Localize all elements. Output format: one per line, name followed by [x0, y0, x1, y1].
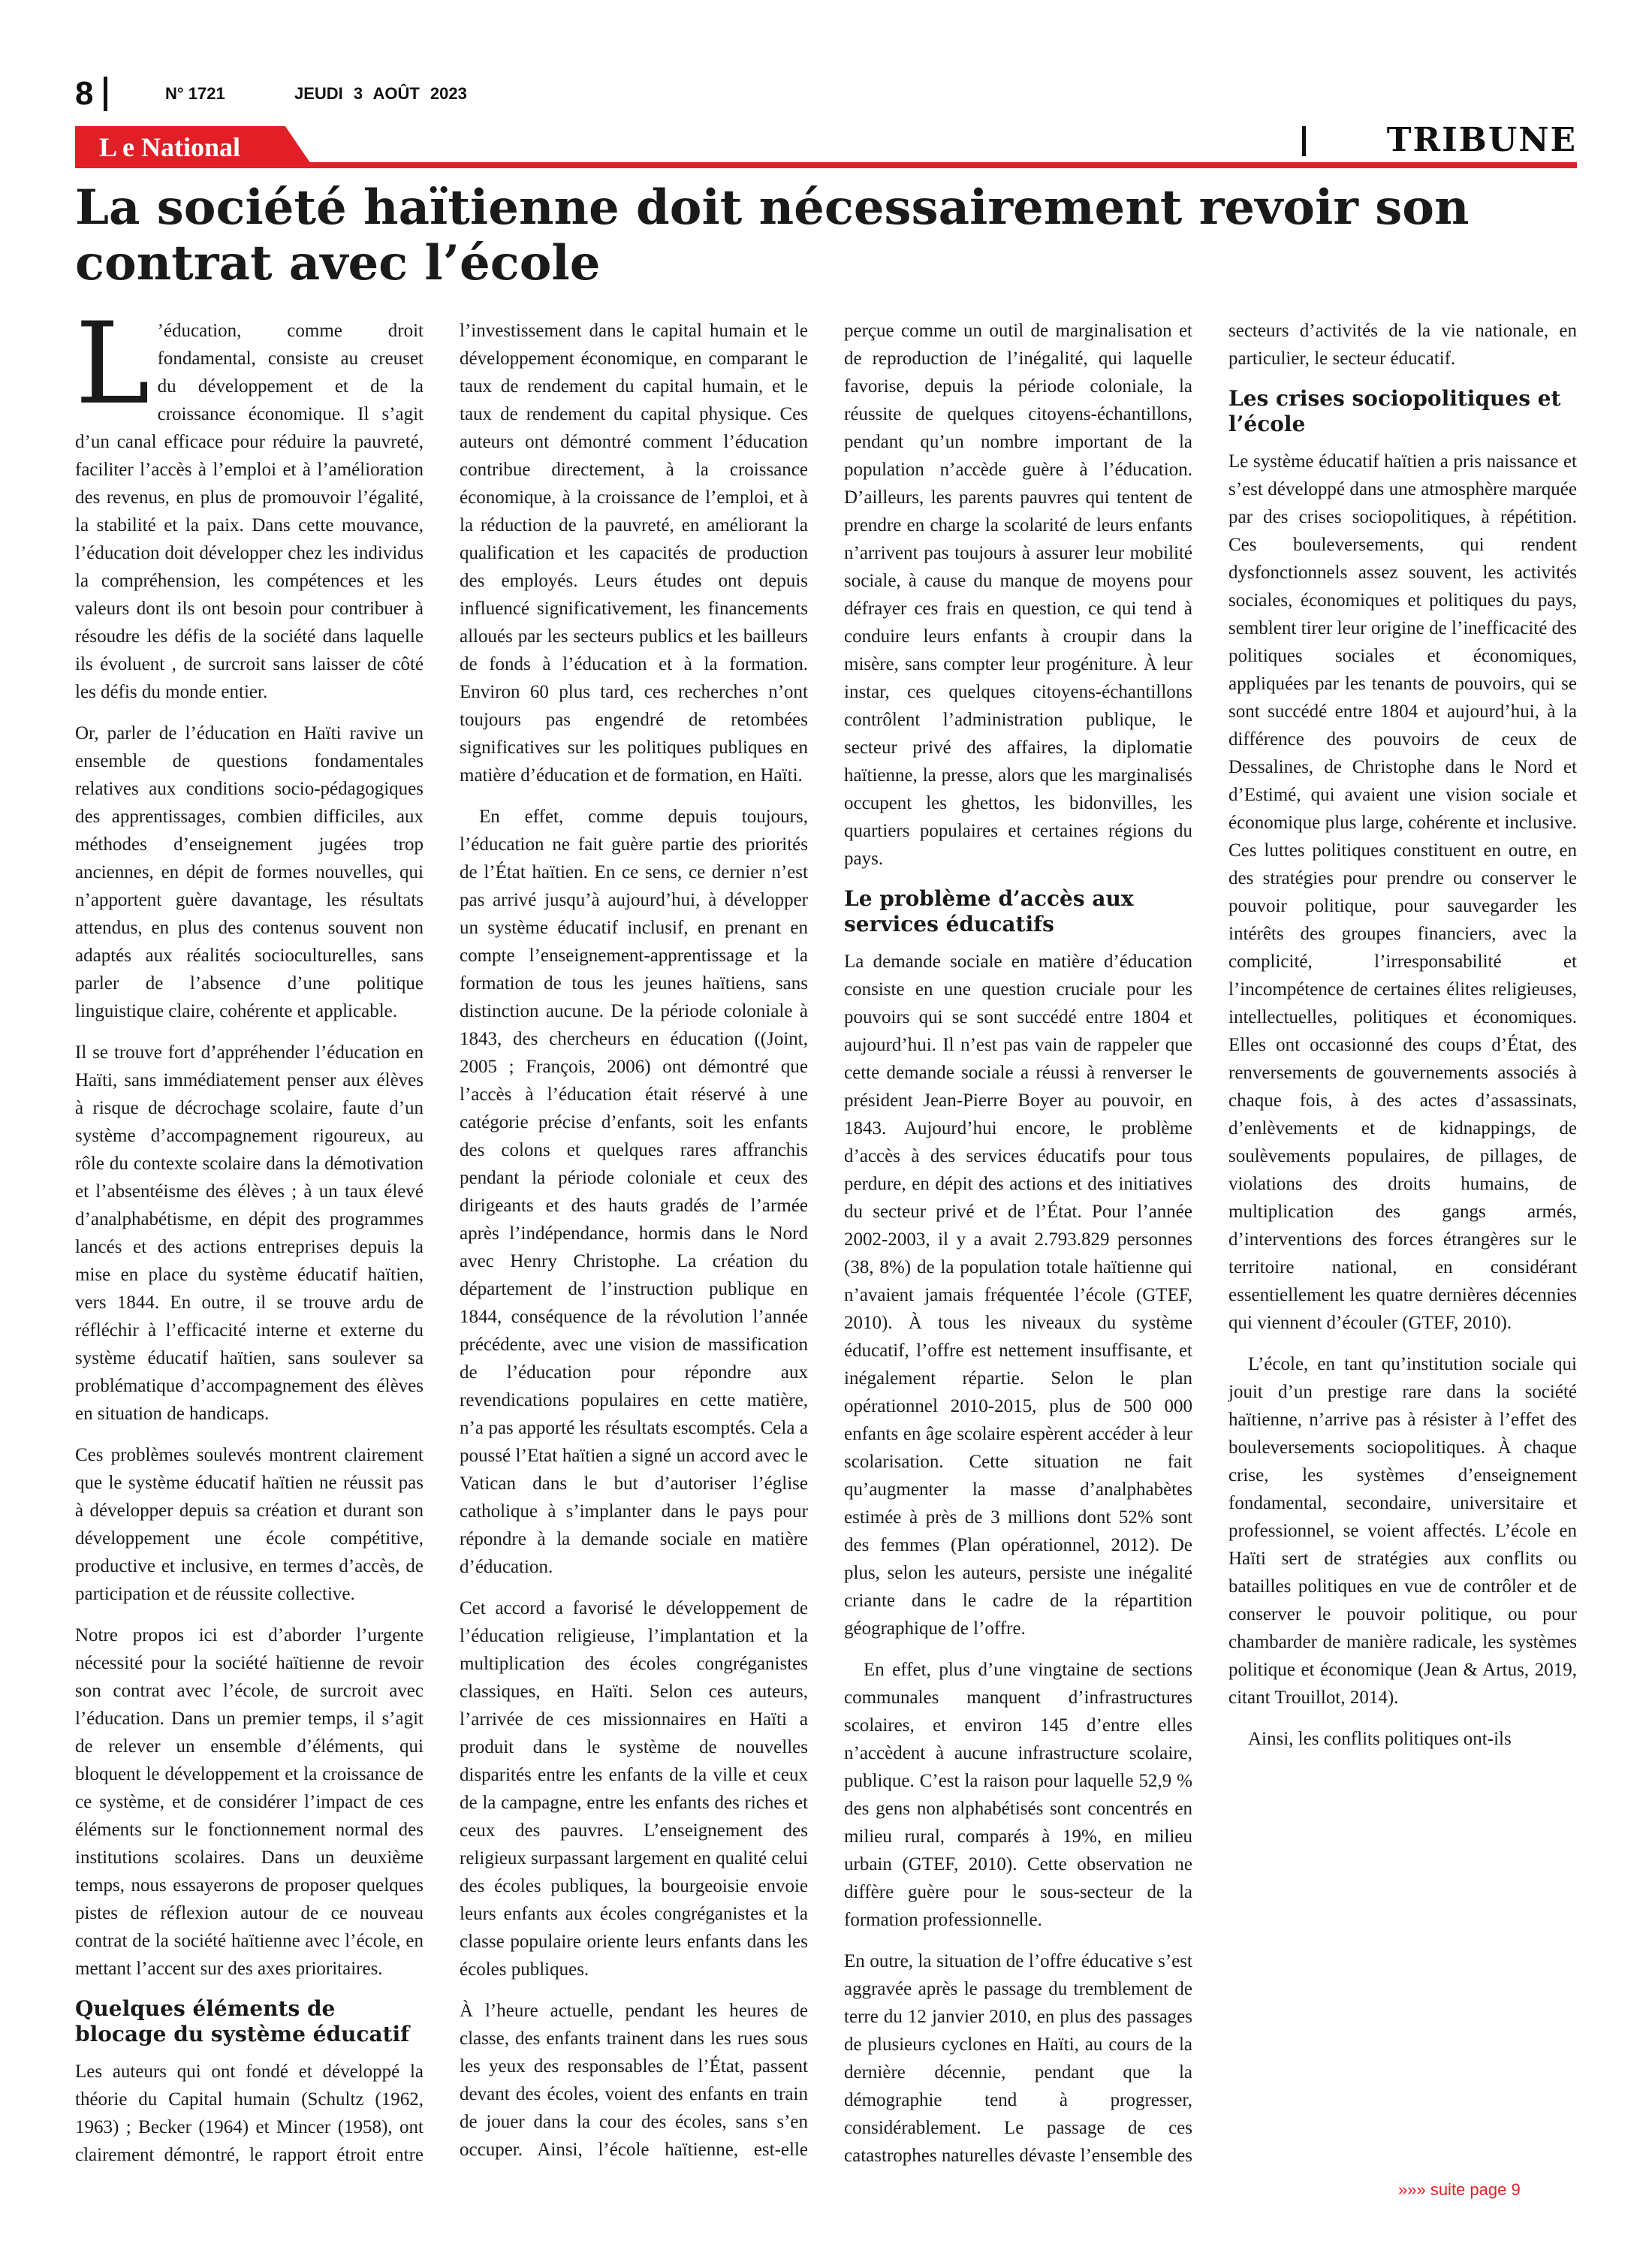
paragraph: Il se trouve fort d’appréhender l’éducation en Haïti, sans immédiatement penser aux élèves à risque de décrochage scolaire, faute d’un système d’accompagnement rigoureux, au rôle du contexte scolaire dans la démotivation et l’absentéisme des élèves ; à un taux élevé d’analphabétisme, en dépit des programmes lancés et des actions entreprises depuis la mise en place du système éducatif haïtien, vers 1844. En outre, il se trouve ardu de réfléchir à l’efficacité interne et externe du système éducatif haïtien, sans soulever sa problématique d’accompagnement des élèves en situation de handicaps.: [75, 1042, 424, 1424]
paragraph: En outre, la situation de l’offre éducative s’est aggravée après le passage du tremblement de terre du 12 janvier 2010, en plus des passages de plusieurs cyclones en Haïti, au cours de la dernière décennie, pendant que la démographie tend à progresser, considérablement. Le passage de ces catastrophes naturelles dévaste l’ensemble des secteurs d’activités de la vie nationale, en particulier, le secteur éducatif.: [844, 321, 1577, 2166]
subheading-crises: Les crises sociopolitiques et l’école: [1228, 386, 1561, 436]
paragraph: Ainsi, les conflits politiques ont-ils: [1248, 1729, 1512, 1749]
page-number-divider: [104, 77, 107, 111]
article-body: [75, 299, 1577, 2179]
subheading-acces: Le problème d’accès aux services éducatifs: [844, 886, 1134, 936]
paragraph: Ces problèmes soulevés montrent clairement que le système éducatif haïtien ne réussit pas à développer depuis sa création et durant son développement une école compétitive, productive et inclusive, en termes d’accès, de participation et de réussite collective.: [75, 1445, 424, 1604]
paragraph-intro-text: ’éducation, comme droit fondamental, consiste au creuset du développement et de la croissance économique. Il s’agit d’un canal efficace pour réduire la pauvreté, faciliter l’accès à l’emploi et à l’amélioration des revenus, en plus de promouvoir l’égalité, la stabilité et la paix. Dans cette mouvance, l’éducation doit développer chez les individus la compréhension, les compétences et les valeurs dont ils ont besoin pour contribuer à résoudre les défis de la société dans laquelle ils évoluent , de surcroit sans laisser de côté les défis du monde entier.: [75, 321, 424, 702]
masthead-rule: [75, 162, 1577, 168]
section-label: TRIBUNE: [1386, 121, 1577, 159]
section-divider: [1302, 126, 1306, 156]
paragraph: Cet accord a favorisé le développement de l’éducation religieuse, l’implantation et la multiplication des écoles congréganistes classiques, en Haïti. Selon ces auteurs, l’arrivée de ces missionnaires en Haïti a produit dans le système de nouvelles disparités entre les enfants de la ville et ceux de la campagne, entre les enfants des riches et ceux des pauvres. L’enseignement des religieux surpassant largement en qualité celui des écoles publiques, la bourgeoisie envoie leurs enfants aux écoles congréganistes et la classe populaire oriente leurs enfants dans les écoles publiques.: [460, 1598, 808, 1980]
paragraph: En effet, comme depuis toujours, l’éducation ne fait guère partie des priorités de l’État haïtien. En ce sens, ce dernier n’est pas arrivé jusqu’à aujourd’hui, à développer un système éducatif inclusif, en prenant en compte l’enseignement-apprentissage et la formation de tous les jeunes haïtiens, sans distinction aucune. De la période coloniale à 1843, des chercheurs en éducation ((Joint, 2005 ; François, 2006) ont démontré que l’accès à l’éducation était réservé à une catégorie précise d’enfants, soit les enfants des colons et quelques rares affranchis pendant la période coloniale et ceux des dirigeants et des hauts gradés de l’armée après l’indépendance, hormis dans le Nord avec Henry Christophe. La création du département de l’instruction publique en 1844, conséquence de la révolution l’année précédente, avec une vision de massification de l’éducation pour répondre aux revendications populaires en cette matière, n’a pas apporté les résultats escomptés. Cela a poussé l’Etat haïtien a signé un accord avec le Vatican dans le but d’autoriser l’église catholique à s’implanter dans le pays pour répondre à la demande sociale en matière d’éducation.: [460, 807, 808, 1577]
newspaper-logo: L e National: [99, 132, 241, 162]
paragraph: En effet, plus d’une vingtaine de sections communales manquent d’infrastructures scolaires, et environ 145 d’entre elles n’accèdent à aucune infrastructure scolaire, publique. C’est la raison pour laquelle 52,9 % des gens non alphabétisés sont concentrés en milieu rural, comparés à 19%, en milieu urbain (GTEF, 2010). Cette observation ne diffère guère pour le sous-secteur de la formation professionnelle.: [844, 1660, 1192, 1930]
paragraph-intro: [75, 299, 424, 706]
subheading-blocage: Quelques éléments de blocage du système éducatif: [75, 1996, 410, 2046]
article-headline: La société haïtienne doit nécessairement revoir son contrat avec l’école: [75, 179, 1470, 291]
paragraph: Le système éducatif haïtien a pris naissance et s’est développé dans une atmosphère marquée par des crises sociopolitiques, à répétition. Ces bouleversements, qui rendent dysfonctionnels assez souvent, les activités sociales, économiques et politiques du pays, semblent tirer leur origine de l’inefficacité des politiques sociales et économiques, appliquées par les tenants de pouvoirs, qui se sont succédé entre 1804 et aujourd’hui, à la différence des pouvoirs de ceux de Dessalines, de Christophe dans le Nord et d’Estimé, qui avaient une vision sociale et économique plus large, cohérente et inclusive. Ces luttes politiques constituent en outre, en des stratégies pour prendre ou conserver le pouvoir politique, pour sauvegarder les intérêts des groupes financiers, avec la complicité, l’irresponsabilité et l’incompétence de certaines élites religieuses, intellectuelles, politiques et économiques. Elles ont occasionné des coups d’État, des renversements de gouvernements associés à chaque fois, à des actes d’assassinats, d’enlèvements et de kidnappings, de soulèvements populaires, de pillages, de violations des droits humains, de multiplication des gangs armés, d’interventions des forces étrangères sur le territoire national, en considérant essentiellement les quatre dernières décennies qui viennent d’écouler (GTEF, 2010).: [1228, 451, 1577, 1333]
masthead-bar: [75, 121, 1577, 168]
drop-cap: L: [75, 299, 150, 430]
issue-number: N° 1721: [165, 84, 225, 103]
paragraph: L’école, en tant qu’institution sociale qui jouit d’un prestige rare dans la société haïtienne, n’arrive pas à résister à l’effet des bouleversements sociopolitiques. À chaque crise, les systèmes d’enseignement fondamental, secondaire, universitaire et professionnel, se voient affectés. L’école en Haïti sert de stratégies aux conflits ou batailles politiques en vue de contrôler et de conserver le pouvoir politique, ou pour chambarder de manière radicale, les systèmes politique et économique (Jean & Artus, 2019, citant Trouillot, 2014).: [1228, 1354, 1577, 1708]
paragraph: Or, parler de l’éducation en Haïti ravive un ensemble de questions fondamentales relatives aux conditions socio-pédagogiques des apprentissages, combien difficiles, aux méthodes d’enseignement jugées trop anciennes, en dépit de formes nouvelles, qui n’apportent guère davantage, les résultats attendus, en plus des contenus souvent non adaptés aux réalités socioculturelles, sans parler de l’absence d’une politique linguistique claire, cohérente et applicable.: [75, 723, 424, 1021]
page-number: 8: [75, 75, 94, 112]
paragraph: À l’heure actuelle, pendant les heures de classe, des enfants trainent dans les rues sous les yeux des responsables de l’État, passent devant des écoles, voient des enfants en train de jouer dans la cour des écoles, sans s’en occuper. Ainsi, l’école haïtienne, est-elle perçue comme un outil de marginalisation et de reproduction de l’inégalité, qui laquelle favorise, depuis la période coloniale, la réussite de quelques citoyens-échantillons, pendant qu’un nombre important de la population n’accède guère à l’éducation. D’ailleurs, les parents pauvres qui tentent de prendre en charge la scolarité de leurs enfants n’arrivent pas toujours à assurer leur mobilité sociale, à cause du manque de moyens pour défrayer ces frais en question, ce qui tend à conduire leurs enfants à croupir dans la misère, sans compter leur progéniture. À leur instar, ces quelques citoyens-échantillons contrôlent l’administration publique, le secteur privé des affaires, la diplomatie haïtienne, la presse, alors que les marginalisés occupent les ghettos, les bidonvilles, les quartiers populaires et certaines régions du pays.: [460, 321, 1192, 2160]
issue-date: JEUDI 3 AOÛT 2023: [294, 84, 467, 103]
continued-on-page-link[interactable]: »»» suite page 9: [1398, 2180, 1521, 2199]
paragraph: La demande sociale en matière d’éducation consiste en une question cruciale pour les pouvoirs qui se sont succédé entre 1804 et aujourd’hui. Il n’est pas vain de rappeler que cette demande sociale a réussi à renverser le président Jean-Pierre Boyer au pouvoir, en 1843. Aujourd’hui encore, le problème d’accès à des services éducatifs pour tous perdure, en dépit des actions et des initiatives du secteur privé et de l’État. Pour l’année 2002-2003, il y a avait 2.793.829 personnes (38, 8%) de la population totale haïtienne qui n’avaient jamais fréquentée l’école (GTEF, 2010). À tous les niveaux du système éducatif, l’offre est nettement insuffisante, et inégalement répartie. Selon le plan opérationnel 2010-2015, plus de 500 000 enfants en âge scolaire espèrent accéder à leur scolarisation. Cette situation ne fait qu’augmenter la masse d’analphabètes estimée à près de 3 millions dont 52% sont des femmes (Plan opérationnel, 2012). De plus, selon les auteurs, persiste une inégalité criante dans le cadre de la répartition géographique de l’offre.: [844, 952, 1192, 1639]
paragraph: Notre propos ici est d’aborder l’urgente nécessité pour la société haïtienne de revoir son contrat avec l’école, de surcroit avec l’éducation. Dans un premier temps, il s’agit de relever un ensemble d’éléments, qui bloquent le développement et la croissance de ce système, et de considérer l’impact de ces éléments sur le fonctionnement normal des institutions scolaires. Dans un deuxième temps, nous essayerons de proposer quelques pistes de réflexion autour de ce nouveau contrat de la société haïtienne avec l’école, en mettant l’accent sur des axes prioritaires.: [75, 1625, 424, 1979]
paragraph: Les auteurs qui ont fondé et développé la théorie du Capital humain (Schultz (1962, 1963) ; Becker (1964) et Mincer (1958), ont clairement démontré, le rapport étroit entre l’investissement dans le capital humain et le développement économique, en comparant le taux de rendement du capital humain, et le taux de rendement du capital physique. Ces auteurs ont démontré comment l’éducation contribue directement, à la croissance économique, à la croissance de l’emploi, et à la réduction de la pauvreté, en améliorant la qualification et les capacités de production des employés. Leurs études ont depuis influencé significativement, les financements alloués par les secteurs publics et les bailleurs de fonds à l’éducation et à la formation. Environ 60 plus tard, ces recherches n’ont toujours pas engendré de retombées significatives sur les politiques publiques en matière d’éducation et de formation, en Haïti.: [75, 321, 808, 2165]
